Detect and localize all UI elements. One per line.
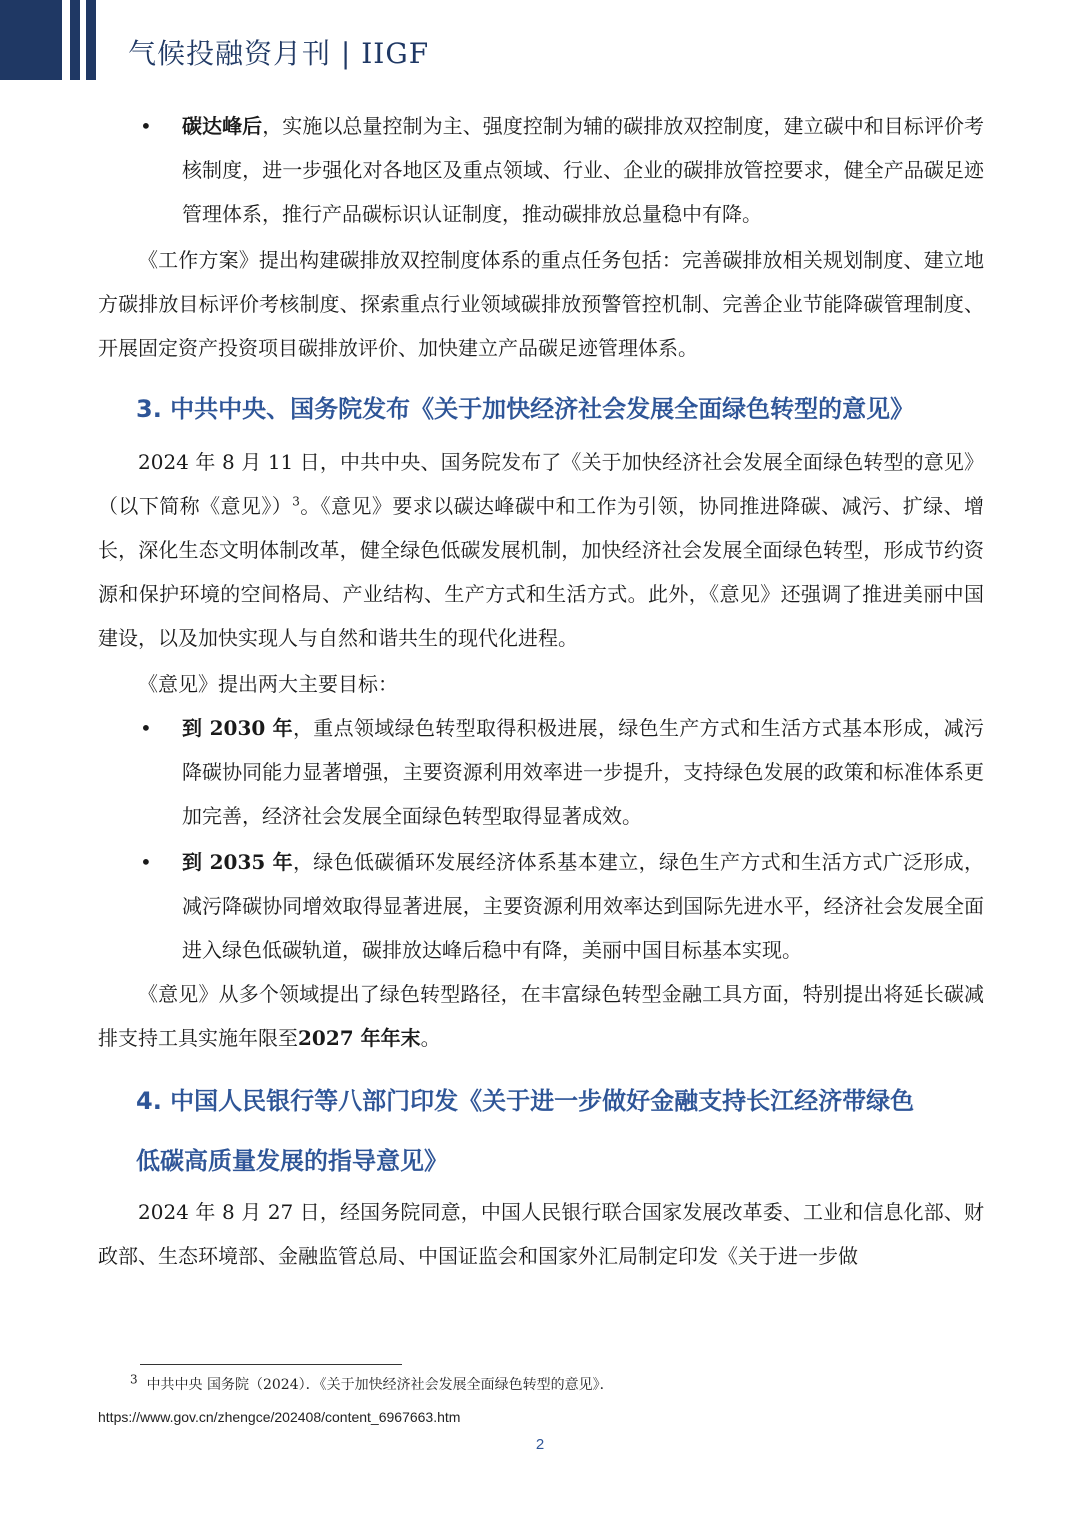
section-3-heading: 3. 中共中央、国务院发布《关于加快经济社会发展全面绿色转型的意见》	[136, 395, 915, 423]
footnote-url-link[interactable]: https://www.gov.cn/zhengce/202408/content_6967663.htm	[98, 1409, 461, 1425]
bullet-lead: 到 2035 年	[182, 850, 293, 874]
para-text: 《意见》从多个领域提出了绿色转型路径，在丰富绿色转型金融工具方面，特别提出将延长碳减排支持工具实施年限至	[98, 982, 984, 1050]
bullet-body: ，重点领域绿色转型取得积极进展，绿色生产方式和生活方式基本形成，减污降碳协同能力显著增强，主要资源利用效率进一步提升，支持绿色发展的政策和标准体系更加完善，经济社会发展全面绿色转型取得显著成效。	[182, 716, 985, 828]
plan-paragraph: 《工作方案》提出构建碳排放双控制度体系的重点任务包括：完善碳排放相关规划制度、建立地方碳排放目标评价考核制度、探索重点行业领域碳排放预警管控机制、完善企业节能降碳管理制度、开展固定资产投资项目碳排放评价、加快建立产品碳足迹管理体系。	[98, 248, 984, 360]
section-3-paragraph-2: 《意见》提出两大主要目标：	[138, 672, 398, 696]
section-4-paragraph-1: 2024 年 8 月 27 日，经国务院同意，中国人民银行联合国家发展改革委、工业和信息化部、财政部、生态环境部、金融监管总局、中国证监会和国家外汇局制定印发《关于进一步做	[98, 1200, 984, 1268]
header-bar	[0, 0, 62, 80]
section-3-paragraph-1	[98, 440, 984, 660]
para-text: 2024 年 8 月 11 日，中共中央、国务院发布了《关于加快经济社会发展全面绿色转型的意见》（以下简称《意见》）	[98, 450, 984, 518]
bullet-icon: •	[140, 716, 152, 740]
footnote-text: 中共中央 国务院（2024）．《关于加快经济社会发展全面绿色转型的意见》．	[146, 1377, 614, 1393]
bullet-lead: 到 2030 年	[182, 716, 293, 740]
para-text: 。《意见》要求以碳达峰碳中和工作为引领，协同推进降碳、减污、扩绿、增长，深化生态文明体制改革，健全绿色低碳发展机制，加快经济社会发展全面绿色转型，形成节约资源和保护环境的空间格局、产业结构、生产方式和生活方式。此外，《意见》还强调了推进美丽中国建设，以及加快实现人与自然和谐共生的现代化进程。	[98, 494, 985, 650]
section-4-heading-line-1: 4. 中国人民银行等八部门印发《关于进一步做好金融支持长江经济带绿色	[136, 1087, 915, 1115]
bullet-body: ，实施以总量控制为主、强度控制为辅的碳排放双控制度，建立碳中和目标评价考核制度，进一步强化对各地区及重点领域、行业、企业的碳排放管控要求，健全产品碳足迹管理体系，推行产品碳标识认证制度，推动碳排放总量稳中有降。	[182, 114, 985, 226]
bullet-lead: 碳达峰后	[182, 114, 263, 138]
bold-date: 2027 年年末	[298, 1026, 421, 1050]
bullet-text	[182, 706, 984, 838]
bullet-text	[182, 840, 984, 972]
header-bar	[70, 0, 80, 80]
bullet-icon: •	[140, 850, 152, 874]
footnote-divider	[140, 1364, 402, 1365]
header-bar	[86, 0, 96, 80]
page-number: 2	[535, 1436, 545, 1453]
section-3-paragraph-3	[98, 972, 984, 1060]
section-4-heading-line-2: 低碳高质量发展的指导意见》	[136, 1147, 448, 1175]
bullet-text	[182, 104, 984, 236]
para-text: 。	[420, 1026, 441, 1050]
footnote-number: 3	[130, 1372, 138, 1387]
bullet-body: ，绿色低碳循环发展经济体系基本建立，绿色生产方式和生活方式广泛形成，减污降碳协同增效取得显著进展，主要资源利用效率达到国际先进水平，经济社会发展全面进入绿色低碳轨道，碳排放达峰后稳中有降，美丽中国目标基本实现。	[182, 850, 985, 962]
publication-title: 气候投融资月刊 | IIGF	[128, 37, 430, 70]
footnote-ref[interactable]: 3	[292, 494, 300, 509]
footnote	[130, 1374, 1010, 1396]
bullet-icon: •	[140, 114, 152, 138]
